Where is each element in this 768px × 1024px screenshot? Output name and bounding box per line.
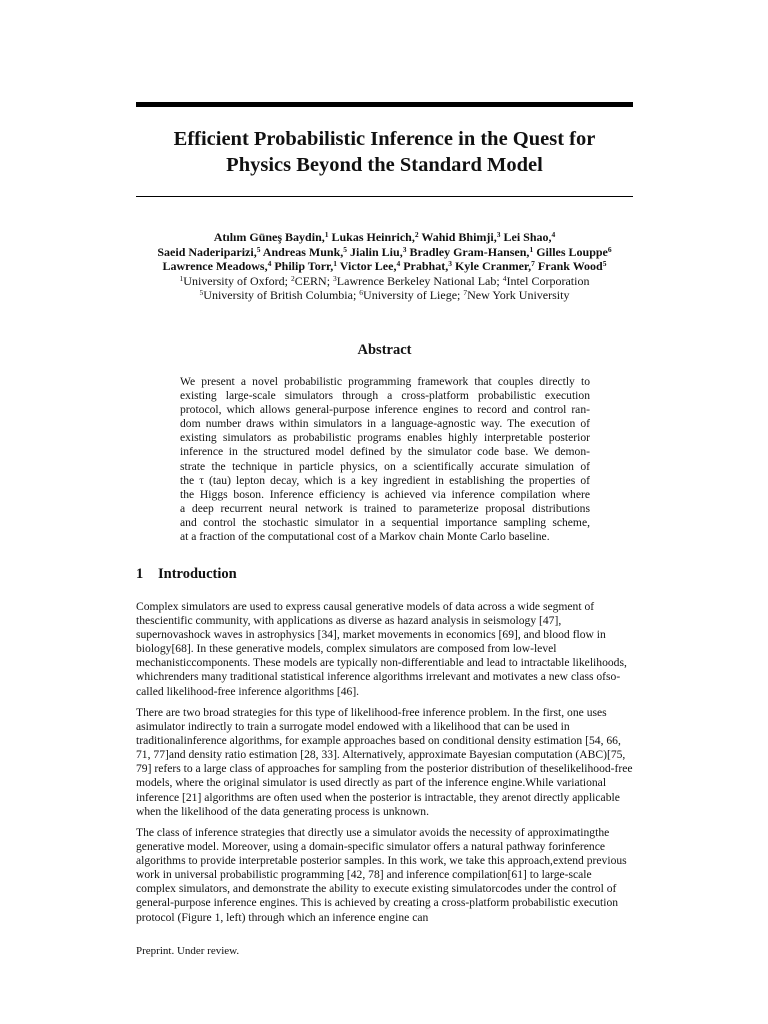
paragraph — [136, 706, 633, 819]
text-line: likelihood-free models, where the original simulator is used directly as part of the inference engine. — [136, 762, 633, 790]
preprint-footer: Preprint. Under review. — [136, 945, 240, 957]
text-line: at a fraction of the computational cost of a Markov chain Monte Carlo baseline. — [180, 530, 550, 544]
affiliation-name: New York University — [467, 288, 570, 302]
text-line: not directly applicable when the likelihood of the data generating process is unknown. — [136, 790, 620, 818]
author-line — [120, 245, 649, 260]
author-name: Frank Wood — [534, 259, 603, 273]
text-line: codes under the control of general-purpose inference engines. This is achieved by creating a cross- — [136, 882, 617, 910]
affiliation-marker: 4 — [502, 273, 507, 283]
author-name: Andreas Munk, — [260, 244, 344, 259]
text-line: simulator indirectly to train a surrogate model endowed with a likelihood that can be used in traditional — [136, 720, 570, 748]
affiliation-marker: 5 — [256, 244, 261, 254]
text-line: There are two broad strategies for this type of likelihood-free inference problem. In the first, one uses a — [136, 706, 607, 734]
affiliation-name: University of British Columbia; — [203, 288, 360, 302]
text-line: renders many traditional statistical inference algorithms irrelevant and motivates a new class of — [164, 670, 607, 684]
text-line: shock waves in astrophysics [34], market movements in economics [69], and blood flow in biology — [136, 628, 606, 656]
text-line: Complex simulators are used to express causal generative models of data across a wide segment of the — [136, 600, 595, 628]
abstract-heading: Abstract — [357, 342, 412, 358]
affiliation-marker: 6 — [359, 288, 364, 297]
affiliation-name: University of Liege; — [363, 288, 464, 302]
text-line: [68]. In these generative models, complex simulators are composed from low-level mechanistic — [136, 642, 557, 670]
affiliation-marker: 7 — [531, 259, 535, 268]
section-heading — [136, 566, 633, 583]
text-line: the τ (tau) lepton decay, which is a key ingredient in establishing the properties of — [180, 473, 590, 487]
author-name: Kyle Cranmer, — [451, 259, 532, 273]
affiliation-line — [120, 274, 649, 289]
affiliation-name: CERN; — [294, 273, 334, 288]
author-name: Lei Shao, — [500, 230, 552, 244]
affiliation-marker: 3 — [402, 244, 407, 254]
text-line: strate the technique in particle physics, on a scientifically accurate simulation of — [180, 459, 590, 473]
affiliation-marker: 2 — [290, 273, 295, 283]
affiliation-marker: 1 — [333, 259, 338, 268]
paragraph — [136, 826, 633, 925]
title-line: Physics Beyond the Standard Model — [226, 154, 543, 176]
text-line: existing simulators as probabilistic programs enables highly interpretable posterior — [180, 431, 590, 445]
text-line: components. These models are typically non-differentiable and lead to intractable likelihoods, which — [136, 656, 627, 684]
affiliation-marker: 4 — [551, 230, 556, 239]
affiliation-marker: 4 — [267, 259, 272, 268]
affiliation-marker: 3 — [333, 273, 337, 283]
author-name: Jialin Liu, — [347, 244, 403, 259]
affiliation-marker: 4 — [396, 259, 401, 268]
affiliation-line — [120, 288, 649, 303]
author-name: Bradley Gram-Hansen, — [406, 244, 530, 259]
text-line: and control the stochastic simulator in a sequential importance sampling scheme, — [180, 515, 590, 529]
abstract-body — [180, 375, 590, 544]
text-line: so-called likelihood-free inference algorithms [46]. — [136, 670, 621, 698]
author-name: Saeid Naderiparizi, — [157, 244, 257, 259]
paper-title — [136, 126, 633, 178]
affiliation-name: University of Oxford; — [183, 273, 291, 288]
paragraph — [136, 600, 633, 699]
author-line — [120, 230, 649, 245]
text-line: inference in the structured model defined by the simulator code base. We demon- — [180, 445, 590, 459]
text-line: the generative model. Moreover, using a domain-specific simulator offers a natural pathway for — [136, 826, 610, 854]
affiliation-marker: 5 — [602, 259, 607, 268]
author-block — [120, 230, 649, 303]
author-name: Lawrence Meadows, — [162, 259, 268, 273]
affiliation-marker: 3 — [496, 230, 501, 239]
author-name: Victor Lee, — [337, 259, 397, 273]
author-name: Philip Torr, — [271, 259, 334, 273]
text-line: platform probabilistic execution protocol (Figure 1, left) through which an inference engine can — [136, 896, 619, 924]
text-line: inference algorithms to provide interpretable posterior samples. In this work, we take this approach, — [136, 840, 606, 868]
text-line: extend previous work in universal probabilistic programming [42, 78] and inference compilation — [136, 854, 627, 882]
author-name: Wahid Bhimji, — [418, 230, 497, 244]
affiliation-marker: 7 — [463, 288, 468, 297]
text-line: and density ratio estimation [28, 33]. Alternatively, approximate Bayesian computation (ABC) — [168, 748, 607, 762]
affiliation-name: Lawrence Berkeley National Lab; — [336, 273, 503, 288]
author-name: Lukas Heinrich, — [328, 230, 415, 244]
title-bottom-rule — [136, 196, 633, 197]
affiliation-name: Intel Corporation — [506, 273, 590, 288]
title-top-rule — [136, 102, 633, 107]
text-line: The class of inference strategies that directly use a simulator avoids the necessity of approximating — [136, 826, 596, 839]
affiliation-marker: 1 — [529, 244, 534, 254]
text-line: dom number draws within simulators in a language-agnostic way. The execution of — [180, 417, 590, 431]
affiliation-marker: 2 — [414, 230, 419, 239]
text-line: While variational inference [21] algorithms are often used when the posterior is intractable, they are — [136, 776, 607, 804]
author-name: Gilles Louppe — [533, 244, 608, 259]
text-line: inference algorithms, for example approaches based on conditional density estimation [54, 66, 71, 77] — [136, 734, 621, 762]
title-line: Efficient Probabilistic Inference in the Quest for — [173, 128, 596, 150]
affiliation-marker: 3 — [448, 259, 452, 268]
affiliation-marker: 5 — [199, 288, 204, 297]
text-line: existing large-scale simulators through a cross-platform probabilistic execution — [180, 389, 590, 403]
text-line: a deep recurrent neural network is trained to parameterize proposal distributions — [180, 501, 590, 515]
text-line: scientific community, with applications as diverse as hazard analysis in seismology [47], supernova — [136, 614, 562, 642]
text-line: We present a novel probabilistic programming framework that couples directly to — [180, 375, 590, 388]
text-line: protocol, which allows general-purpose inference engines to record and control ran- — [180, 403, 590, 417]
author-name: Prabhat, — [400, 259, 449, 273]
section-number: 1 — [136, 566, 144, 582]
section-title: Introduction — [158, 566, 237, 582]
affiliation-marker: 1 — [179, 273, 184, 283]
text-line: the Higgs boson. Inference efficiency is achieved via inference compilation where — [180, 487, 590, 501]
affiliation-marker: 1 — [324, 230, 329, 239]
affiliation-marker: 5 — [343, 244, 347, 254]
author-line — [120, 259, 649, 274]
affiliation-marker: 6 — [607, 244, 612, 254]
author-name: Atılım Güneş Baydin, — [213, 230, 325, 244]
text-line: [61] to large-scale complex simulators, and demonstrate the ability to execute existing simulator — [136, 868, 592, 896]
text-line: [75, 79] refers to a large class of approaches for sampling from the posterior distribution of these — [136, 748, 626, 776]
